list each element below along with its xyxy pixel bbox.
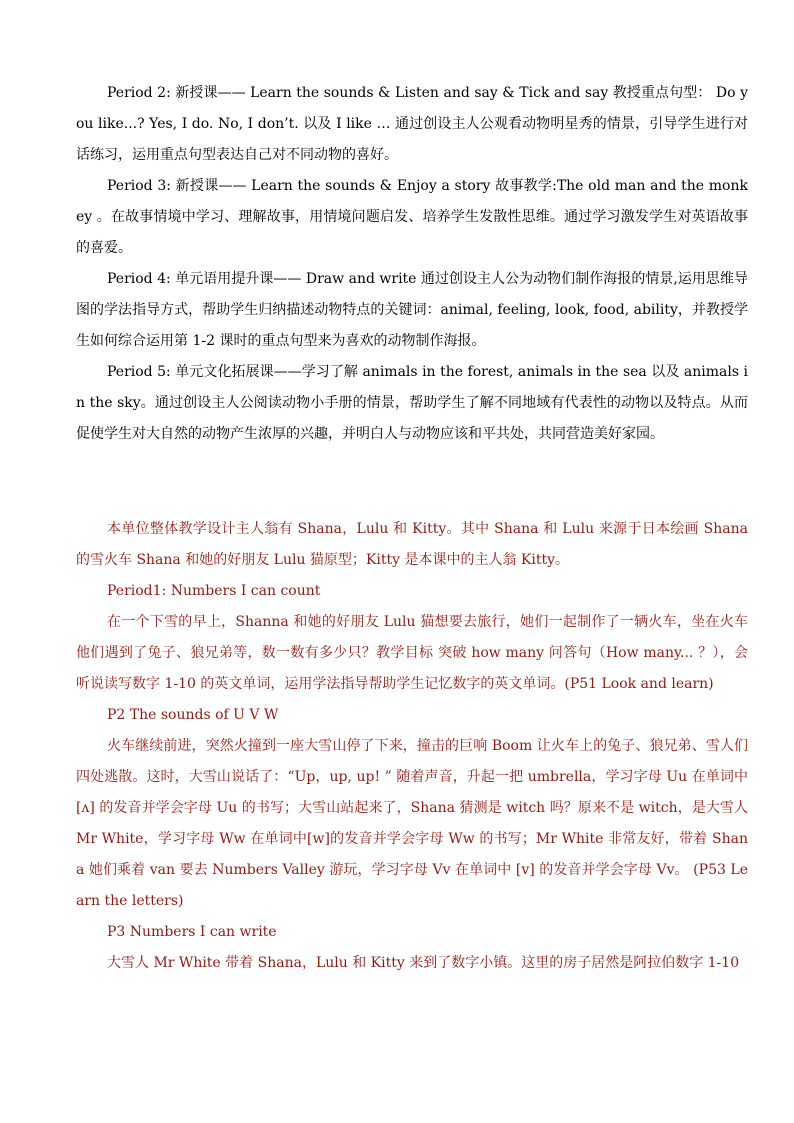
period-2-paragraph: Period 2: 新授课—— Learn the sounds & Listen and say & Tick and say 教授重点句型： Do you like...? Yes, I do. No, I don’t. 以及 I like … 通过创设主人公观看动物明星秀的情景，引导学生进行对话练习，运用重点句型表达自己对不同动物的喜好。 bbox=[76, 85, 748, 163]
period-4-paragraph: Period 4: 单元语用提升课—— Draw and write 通过创设主人公为动物们制作海报的情景,运用思维导图的学法指导方式，帮助学生归纳描述动物特点的关键词：animal, feeling, look, food, ability，并教授学生如何综合运用第 1-2 课时的重点句型来为喜欢的动物制作海报。 bbox=[76, 271, 748, 349]
p3-paragraph: 大雪人 Mr White 带着 Shana，Lulu 和 Kitty 来到了数字小镇。这里的房子居然是阿拉伯数字 1-10 bbox=[107, 955, 740, 971]
unit-design-section bbox=[76, 514, 748, 979]
period-3-paragraph: Period 3: 新授课—— Learn the sounds & Enjoy a story 故事教学:The old man and the monkey 。在故事情境中学习、理解故事，用情境问题启发、培养学生发散性思维。通过学习激发学生对英语故事的喜爱。 bbox=[76, 178, 748, 256]
period-overview-section bbox=[76, 78, 748, 450]
period1-paragraph: 在一个下雪的早上，Shanna 和她的好朋友 Lulu 猫想要去旅行，她们一起制作了一辆火车，坐在火车他们遇到了兔子、狼兄弟等，数一数有多少只？教学目标 突破 how many 问答句（How many... ？），会听说读写数字 1-10 的英文单词，运用学法指导帮助学生记忆数字的英文单词。(P51 Look and learn) bbox=[76, 614, 748, 692]
p3-heading: P3 Numbers I can write bbox=[107, 924, 277, 940]
p2-heading: P2 The sounds of U V W bbox=[107, 707, 279, 723]
intro-paragraph: 本单位整体教学设计主人翁有 Shana，Lulu 和 Kitty。其中 Shana 和 Lulu 来源于日本绘画 Shana 的雪火车 Shana 和她的好朋友 Lulu 猫原型；Kitty 是本课中的主人翁 Kitty。 bbox=[76, 521, 748, 568]
p2-paragraph: 火车继续前进，突然火撞到一座大雪山停了下来，撞击的巨响 Boom 让火车上的兔子、狼兄弟、雪人们四处逃散。这时，大雪山说话了：“Up，up, up! ” 随着声音，升起一把 umbrella，学习字母 Uu 在单词中 [ʌ] 的发音并学会字母 Uu 的书写；大雪山站起来了，Shana 猜测是 witch 吗？原来不是 witch，是大雪人 Mr White，学习字母 Ww 在单词中[w]的发音并学会字母 Ww 的书写；Mr White 非常友好，带着 Shana 她们乘着 van 要去 Numbers Valley 游玩，学习字母 Vv 在单词中 [v] 的发音并学会字母 Vv。 (P53 Learn the letters) bbox=[76, 738, 748, 909]
period-5-paragraph: Period 5: 单元文化拓展课——学习了解 animals in the forest, animals in the sea 以及 animals in the sky。通过创设主人公阅读动物小手册的情景，帮助学生了解不同地域有代表性的动物以及特点。从而促使学生对大自然的动物产生浓厚的兴趣，并明白人与动物应该和平共处，共同营造美好家园。 bbox=[76, 364, 748, 442]
period1-heading: Period1: Numbers I can count bbox=[107, 583, 321, 599]
